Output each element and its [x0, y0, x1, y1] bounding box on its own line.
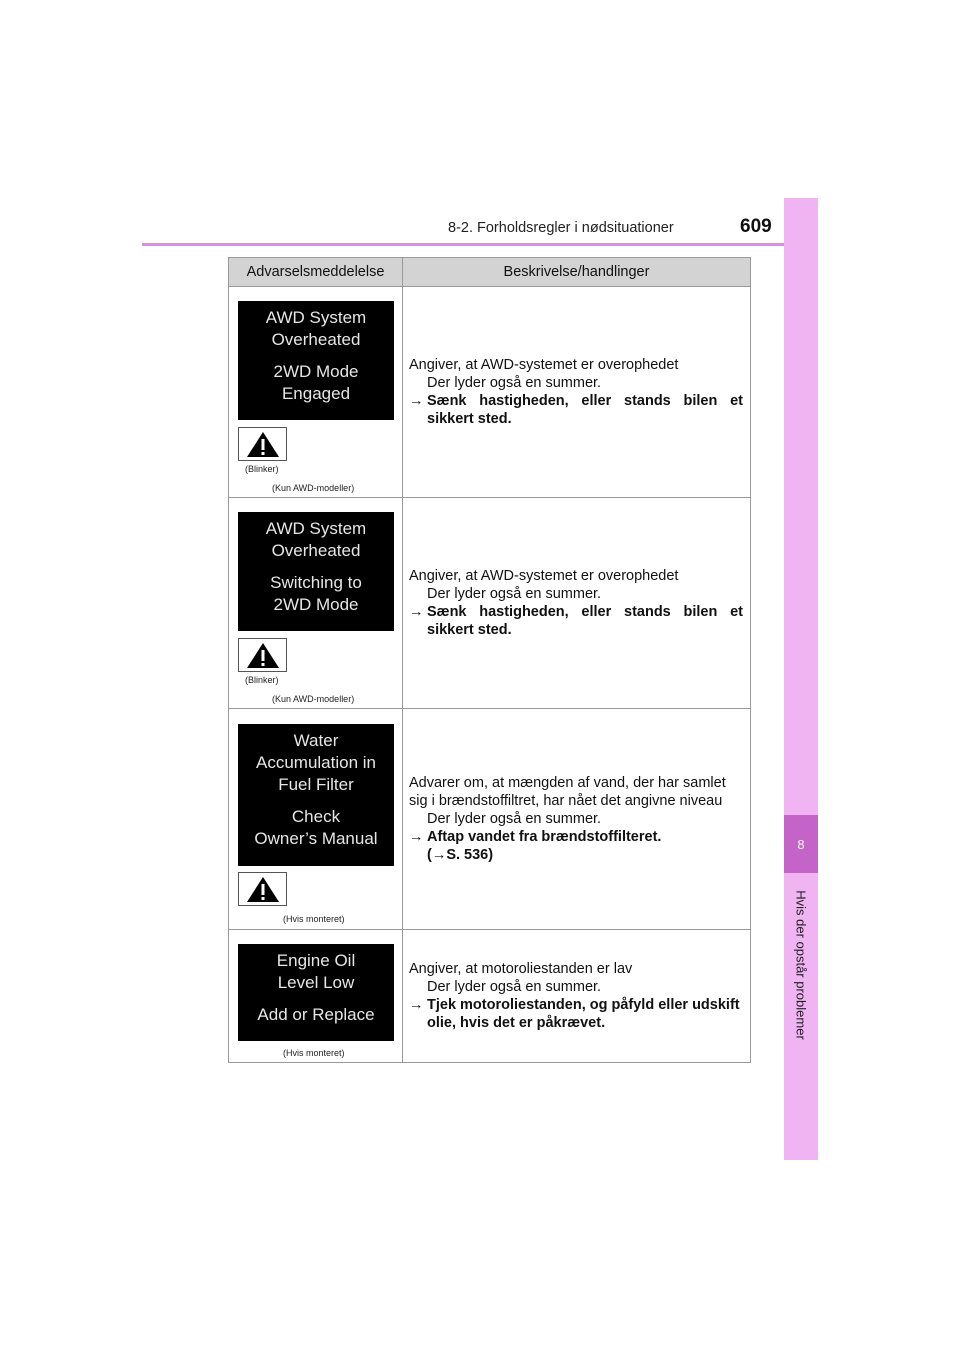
warning-light-box: [238, 872, 287, 906]
screen-line: Add or Replace: [257, 1005, 375, 1024]
action-text: [409, 828, 743, 846]
screen-line: Overheated: [271, 330, 361, 349]
action-text: [409, 392, 743, 428]
description-cell: [403, 498, 751, 709]
arrow-icon: →: [409, 829, 424, 845]
chapter-number: 8: [797, 836, 805, 852]
warning-image-cell: [229, 930, 403, 1063]
chapter-title: Hvis der opstår problemer: [793, 890, 809, 1040]
description-text: Advarer om, at mængden af vand, der har samlet sig i brændstoffiltret, har nået det angivne niveau: [409, 775, 726, 809]
model-note: (Hvis monteret): [283, 1048, 345, 1058]
section-title: 8-2. Forholdsregler i nødsituationer: [448, 220, 674, 236]
column-header-description: Beskrivelse/handlinger: [403, 258, 751, 287]
screen-line: Engaged: [281, 384, 351, 403]
screen-line: Check: [291, 807, 341, 826]
buzzer-note: Der lyder også en summer.: [427, 586, 602, 602]
screen-line: 2WD Mode: [273, 362, 359, 381]
description-text: Angiver, at AWD-systemet er overophedet: [409, 568, 679, 584]
page-reference: (→S. 536): [427, 847, 494, 863]
model-note: (Kun AWD-modeller): [272, 483, 355, 493]
screen-line: Level Low: [277, 973, 355, 992]
chapter-number-box: [784, 815, 818, 873]
table-header-row: [229, 258, 751, 287]
action-text: [409, 603, 743, 639]
arrow-icon: →: [409, 604, 424, 620]
screen-line: 2WD Mode: [273, 595, 359, 614]
action-label: Sænk hastigheden, eller stands bilen et sikkert sted.: [427, 393, 743, 427]
blink-note: (Blinker): [245, 675, 279, 685]
buzzer-note: Der lyder også en summer.: [427, 375, 602, 391]
action-label: Sænk hastigheden, eller stands bilen et sikkert sted.: [427, 604, 743, 638]
model-note: (Kun AWD-modeller): [272, 694, 355, 704]
header-rule: [142, 243, 818, 246]
description-text: Angiver, at AWD-systemet er overophedet: [409, 357, 679, 373]
model-note: (Hvis monteret): [283, 914, 345, 924]
description-cell: [403, 709, 751, 930]
action-label: Aftap vandet fra brændstoffilteret.: [427, 829, 662, 845]
screen-line: Overheated: [271, 541, 361, 560]
buzzer-note: Der lyder også en summer.: [427, 811, 602, 827]
warning-triangle-icon: [246, 876, 280, 903]
table-row: [229, 709, 751, 930]
screen-line: AWD System: [265, 308, 367, 327]
warning-image-cell: [229, 287, 403, 498]
description-text: Angiver, at motoroliestanden er lav: [409, 961, 633, 977]
table-row: [229, 287, 751, 498]
page-number: 609: [740, 216, 772, 237]
screen-line: Water: [293, 731, 339, 750]
column-header-message: Advarselsmeddelelse: [229, 258, 403, 287]
description-cell: [403, 930, 751, 1063]
table-row: [229, 930, 751, 1063]
description-cell: [403, 287, 751, 498]
arrow-icon: →: [409, 997, 424, 1013]
screen-line: Fuel Filter: [278, 775, 354, 794]
screen-line: Accumulation in: [255, 753, 376, 772]
display-screen: [238, 944, 394, 1041]
arrow-icon: →: [409, 393, 424, 409]
warning-triangle-icon: [246, 431, 280, 458]
warning-light-box: [238, 638, 287, 672]
warning-image-cell: [229, 709, 403, 930]
action-label: Tjek motoroliestanden, og påfyld eller udskift olie, hvis det er påkrævet.: [427, 997, 740, 1031]
buzzer-note: Der lyder også en summer.: [427, 979, 602, 995]
screen-line: Engine Oil: [276, 951, 356, 970]
display-screen: [238, 512, 394, 631]
warning-light-box: [238, 427, 287, 461]
warning-image-cell: [229, 498, 403, 709]
screen-line: AWD System: [265, 519, 367, 538]
warning-triangle-icon: [246, 642, 280, 669]
screen-line: Owner’s Manual: [254, 829, 378, 848]
display-screen: [238, 724, 394, 866]
table-row: [229, 498, 751, 709]
screen-line: Switching to: [270, 573, 362, 592]
display-screen: [238, 301, 394, 420]
blink-note: (Blinker): [245, 464, 279, 474]
warning-message-table: [228, 257, 751, 1063]
action-text: [409, 996, 743, 1032]
